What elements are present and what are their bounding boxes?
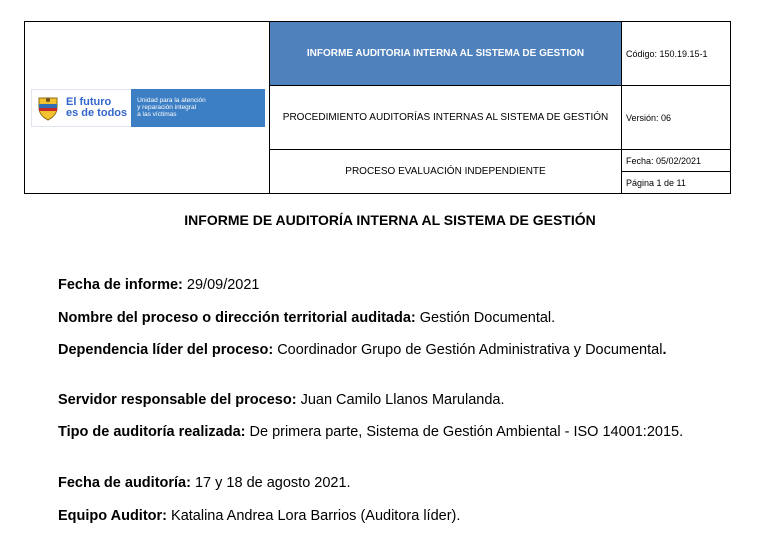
field-value: 17 y 18 de agosto 2021. [194, 475, 351, 491]
logo-cell [25, 22, 270, 194]
field-servidor [58, 391, 722, 409]
field-value: Coordinador Grupo de Gestión Administrativa y Documental [277, 342, 663, 358]
report-title-cell: INFORME AUDITORIA INTERNA AL SISTEMA DE GESTION [270, 22, 622, 86]
coat-of-arms-icon [36, 95, 60, 121]
field-equipo-auditor [58, 507, 722, 525]
field-value: Gestión Documental. [419, 310, 556, 326]
logo-text-line-2: es de todos [66, 106, 128, 119]
field-label: Dependencia líder del proceso: [58, 342, 274, 358]
field-value: Katalina Andrea Lora Barrios (Auditora líder). [171, 508, 461, 524]
field-value: De primera parte, Sistema de Gestión Ambiental - ISO 14001:2015. [249, 424, 684, 440]
field-suffix: . [662, 342, 667, 358]
logo-unit-line-3: a las víctimas [137, 111, 177, 118]
field-label: Tipo de auditoría realizada: [58, 424, 246, 440]
version-cell: Versión: 06 [622, 86, 731, 150]
field-tipo-auditoria [58, 423, 722, 441]
fecha-label: Fecha: 05/02/2021 [622, 150, 730, 172]
field-label: Fecha de auditoría: [58, 475, 191, 491]
codigo-cell: Código: 150.19.15-1 [622, 22, 731, 86]
process-cell: PROCESO EVALUACIÓN INDEPENDIENTE [270, 150, 622, 194]
fecha-pagina-cell [622, 150, 731, 194]
procedure-cell: PROCEDIMIENTO AUDITORÍAS INTERNAS AL SISTEMA DE GESTIÓN [270, 86, 622, 150]
field-fecha-informe [58, 276, 722, 294]
document-title: INFORME DE AUDITORÍA INTERNA AL SISTEMA DE GESTIÓN [184, 212, 596, 228]
logo-unit-line-2: y reparación integral [137, 104, 197, 111]
field-dependencia [58, 341, 722, 359]
field-nombre-proceso [58, 309, 722, 327]
institution-logo [31, 89, 265, 127]
header-table [24, 21, 731, 194]
pagina-label: Página 1 de 11 [626, 177, 686, 188]
field-label: Nombre del proceso o dirección territorial auditada: [58, 310, 416, 326]
field-label: Fecha de informe: [58, 277, 183, 293]
field-label: Servidor responsable del proceso: [58, 392, 297, 408]
logo-text-line-1: El futuro [66, 95, 112, 108]
logo-unit-line-1: Unidad para la atención [137, 97, 206, 104]
field-fecha-auditoria [58, 474, 722, 492]
field-value: 29/09/2021 [186, 277, 260, 293]
field-label: Equipo Auditor: [58, 508, 167, 524]
field-value: Juan Camilo Llanos Marulanda. [300, 392, 505, 408]
